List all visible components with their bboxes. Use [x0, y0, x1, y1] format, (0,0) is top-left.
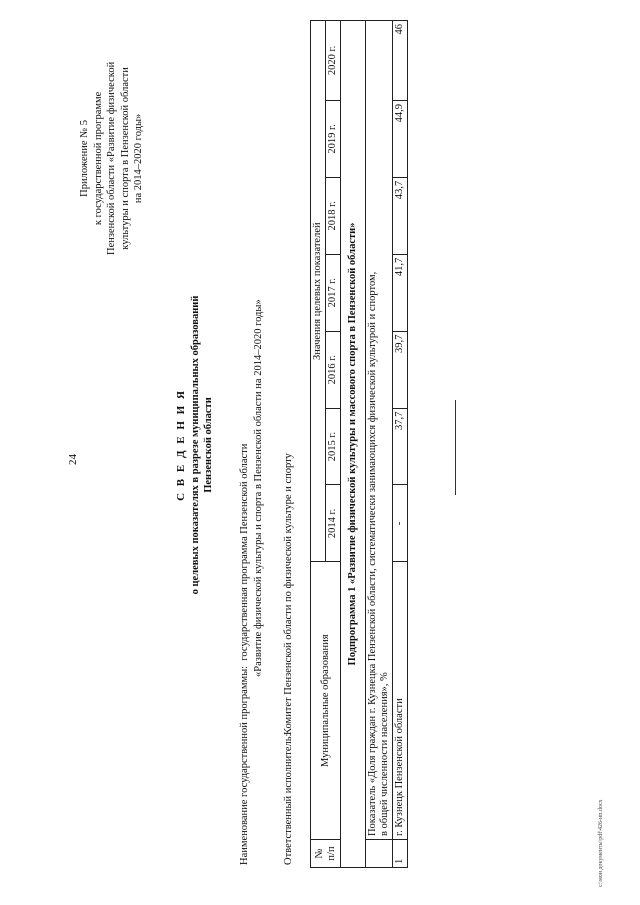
subprogram-cell: Подпрограмма 1 «Развитие физической культуры и массового спорта в Пензенской области» — [341, 21, 366, 868]
indicator-cell: Показатель «Доля граждан г. Кузнецка Пензенской области, систематически занимающихся физической культурой и спортом, в общей численности населения», % — [366, 21, 393, 840]
document-title — [175, 235, 216, 655]
row-num: 1 — [393, 840, 408, 868]
executor-label: Ответственный исполнитель: — [283, 733, 294, 865]
program-value-line1: государственная программа Пензенской области — [239, 443, 250, 661]
header-num-cell: № п/п — [311, 840, 341, 868]
row-value: 46 — [393, 21, 408, 101]
page-number: 24 — [67, 454, 79, 465]
year-header: 2018 г. — [326, 177, 341, 254]
year-header: 2017 г. — [326, 254, 341, 331]
table-row — [393, 21, 408, 868]
appendix-line: Приложение № 5 — [79, 119, 90, 197]
row-value: 37,7 — [393, 408, 408, 485]
title-line: С В Е Д Е Н И Я — [175, 389, 187, 501]
program-name-block — [238, 299, 265, 865]
executor-value: Комитет Пензенской области по физической культуре и спорту — [283, 453, 294, 735]
appendix-line: Пензенской области «Развитие физической — [106, 61, 117, 255]
row-municipality: г. Кузнецк Пензенской области — [393, 562, 408, 840]
header-values-cell: Значения целевых показателей — [311, 21, 326, 562]
header-municipality-cell: Муниципальные образования — [311, 562, 341, 840]
year-header: 2020 г. — [326, 21, 341, 101]
title-line: Пензенской области — [203, 397, 214, 493]
row-value: - — [393, 485, 408, 562]
year-header: 2019 г. — [326, 100, 341, 177]
appendix-note — [78, 62, 146, 255]
row-value: 39,7 — [393, 331, 408, 408]
row-value: 41,7 — [393, 254, 408, 331]
program-label: Наименование государственной программы: — [239, 665, 250, 865]
footer-file-path: c:\мои документы\pdf\426-нп.docx — [598, 799, 604, 887]
row-value: 44,9 — [393, 100, 408, 177]
year-header: 2014 г. — [326, 485, 341, 562]
table-header-row — [311, 21, 326, 868]
year-header: 2016 г. — [326, 331, 341, 408]
year-header: 2015 г. — [326, 408, 341, 485]
program-value-line2: «Развитие физической культуры и спорта в Пензенской области на 2014–2020 годы» — [252, 299, 264, 677]
indicator-empty-cell — [366, 840, 393, 868]
title-line: о целевых показателях в разрезе муниципальных образований — [189, 295, 201, 595]
appendix-line: к государственной программе — [92, 91, 104, 226]
appendix-line: на 2014–2020 годы» — [133, 113, 144, 204]
subprogram-row — [341, 21, 366, 868]
indicators-table — [310, 20, 408, 868]
row-value: 43,7 — [393, 177, 408, 254]
divider-line — [455, 400, 456, 495]
appendix-line: культуры и спорта в Пензенской области — [119, 67, 131, 250]
indicator-row — [366, 21, 393, 868]
